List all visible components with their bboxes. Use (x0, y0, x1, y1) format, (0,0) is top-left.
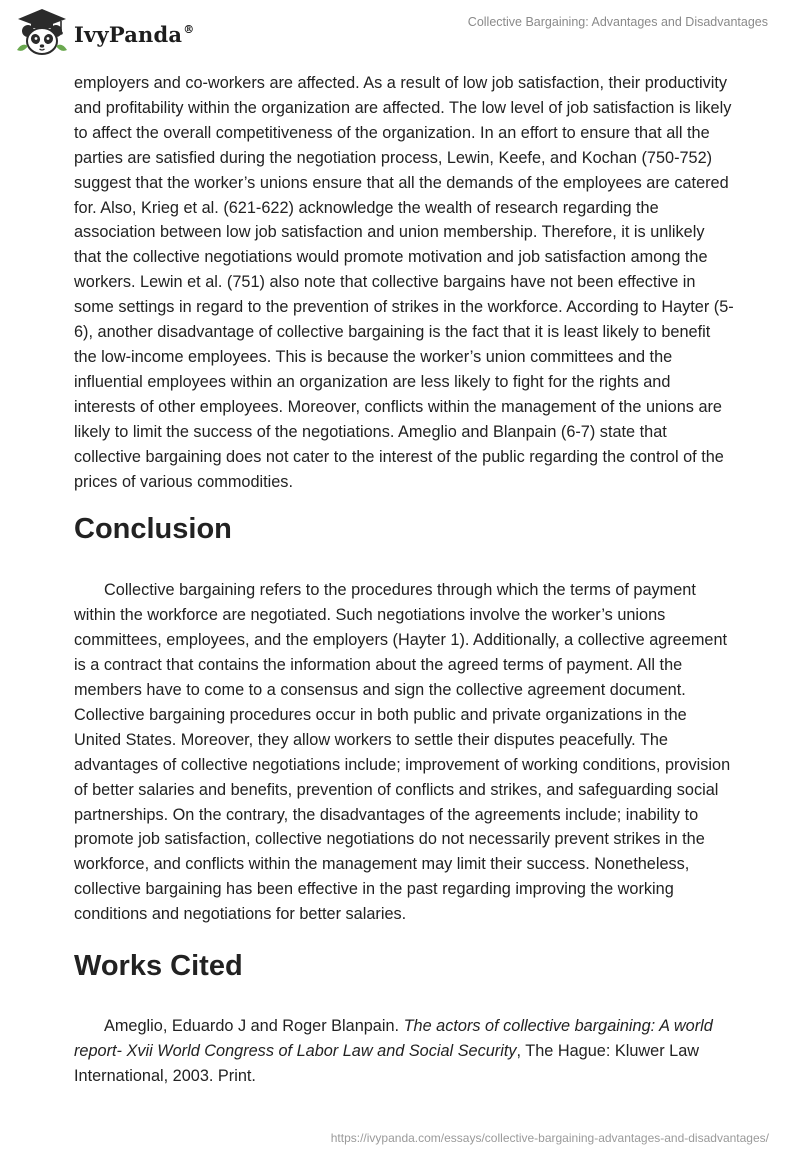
works-cited-heading: Works Cited (74, 950, 243, 983)
citation-publisher: , The Hague: Kluwer Law International, 2003. Print. (74, 1042, 700, 1085)
conclusion-heading: Conclusion (74, 513, 232, 546)
logo-text: IvyPanda® (74, 21, 195, 47)
registered-mark: ® (183, 22, 195, 36)
citation-authors: Ameglio, Eduardo J and Roger Blanpain. (104, 1017, 404, 1036)
body-paragraph: employers and co-workers are affected. As a result of low job satisfaction, their productivity and profitability within the organization are affected. The low level of job satisfaction is likely to affect the overall competitiveness of the organization. In an effort to ensure that all the parties are satisfied during the negotiation process, Lewin, Keefe, and Kochan (750-752) suggest that the worker’s unions ensure that all the demands of the employees are catered for. Also, Krieg et al. (621-622) acknowledge the wealth of research regarding the association between low job satisfaction and union membership. Therefore, it is unlikely that the collective negotiations would promote motivation and job satisfaction among the workers. Lewin et al. (751) also note that collective bargains have not been effective in some settings in regard to the prevention of strikes in the workforce. According to Hayter (5-6), another disadvantage of collective bargaining is the fact that it is least likely to benefit the low-income employees. This is because the worker’s union committees and the influential employees within an organization are less likely to fight for the rights and interests of other employees. Moreover, conflicts within the management of the unions are likely to limit the success of the negotiations. Ameglio and Blanpain (6-7) state that collective bargaining does not cater to the interest of the public regarding the control of the prices of various commodities. (74, 74, 734, 491)
page-header (0, 0, 800, 70)
document-body (74, 71, 734, 1089)
citation-title: The actors of collective bargaining: A world report- Xvii World Congress of Labor Law and Social Security (74, 1017, 713, 1060)
panda-graduate-icon (14, 8, 70, 58)
document-title: Collective Bargaining: Advantages and Disadvantages (467, 15, 768, 29)
conclusion-paragraph: Collective bargaining refers to the procedures through which the terms of payment within the workforce are negotiated. Such negotiations involve the worker’s unions committees, employees, and the employers (Hayter 1). Additionally, a collective agreement is a contract that contains the information about the agreed terms of payment. All the members have to come to a consensus and sign the collective agreement document. Collective bargaining procedures occur in both public and private organizations in the United States. Moreover, they allow workers to settle their disputes peacefully. The advantages of collective negotiations include; improvement of working conditions, provision of better salaries and benefits, prevention of conflicts and strikes, and safeguarding social partnerships. On the contrary, the disadvantages of the agreements include; inability to promote job satisfaction, collective negotiations do not necessarily prevent strikes in the workforce, and conflicts within the management may limit their success. Nonetheless, collective bargaining has been effective in the past regarding improving the working conditions and negotiations for better salaries. (74, 581, 731, 924)
source-url[interactable]: https://ivypanda.com/essays/collective-bargaining-advantages-and-disadvantages/ (330, 1131, 769, 1145)
logo[interactable] (14, 8, 194, 58)
citation-entry (74, 1014, 734, 1089)
